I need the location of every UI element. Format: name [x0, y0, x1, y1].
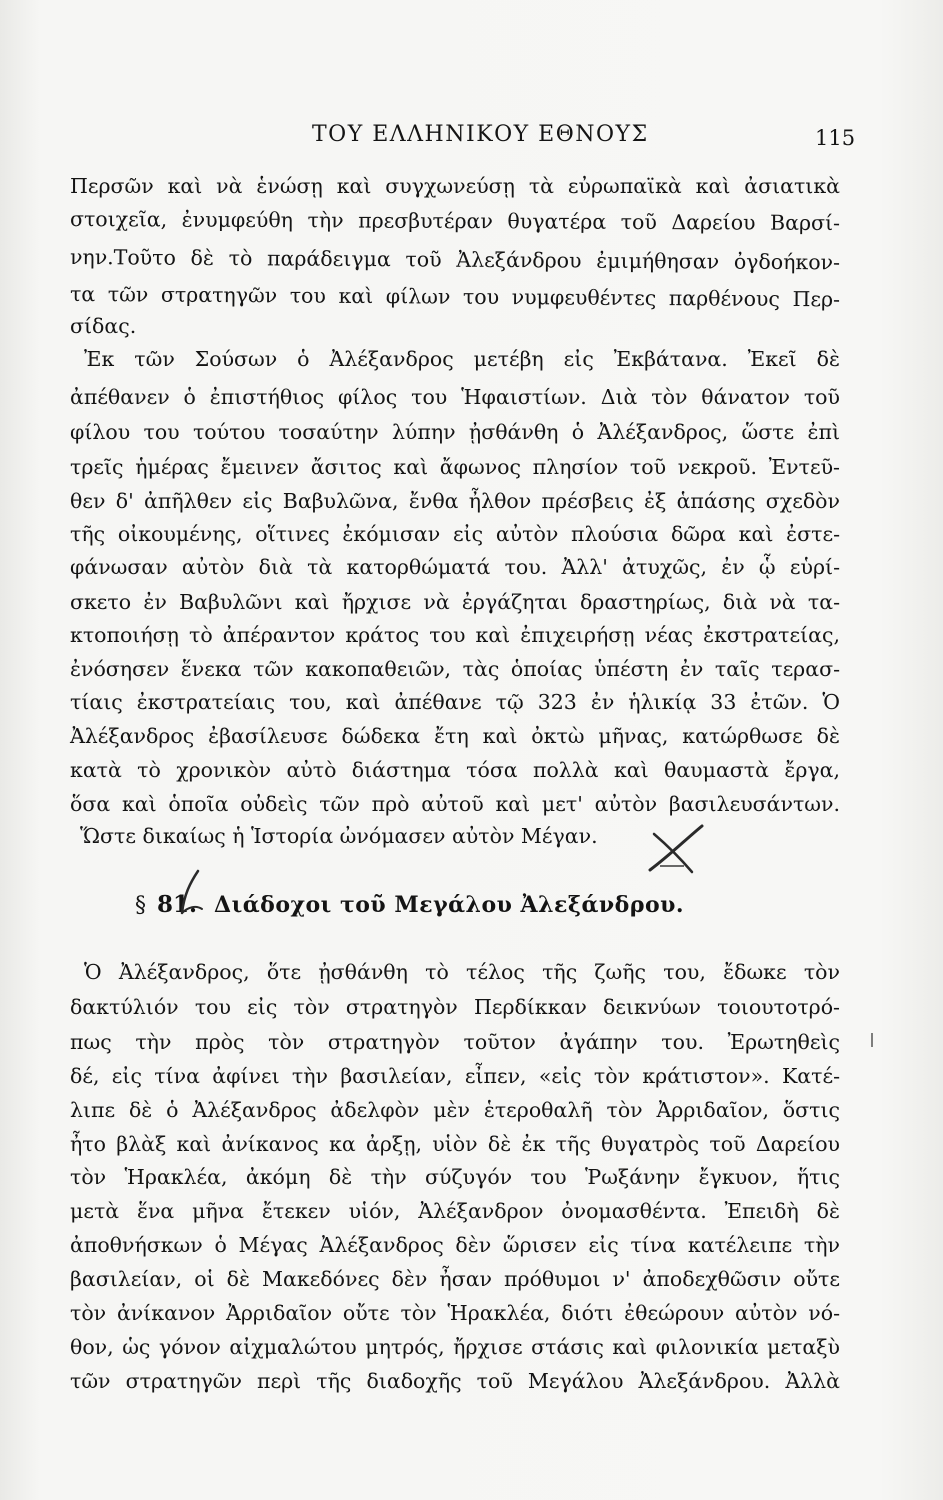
paragraph-line: λιπε δὲ ὁ Ἀλέξανδρος ἀδελφὸν μὲν ἑτεροθαλῆ τὸν Ἀρριδαῖον, ὅστις — [70, 1098, 840, 1122]
paragraph-line: τρεῖς ἡμέρας ἔμεινεν ἄσιτος καὶ ἄφωνος πλησίον τοῦ νεκροῦ. Ἐντεῦ- — [70, 455, 840, 479]
paragraph-line: ἀπέθανεν ὁ ἐπιστήθιος φίλος του Ἡφαιστίων. Διὰ τὸν θάνατον τοῦ — [70, 385, 840, 409]
paragraph-line: τὸν ἀνίκανον Ἀρριδαῖον οὔτε τὸν Ἡρακλέα, διότι ἐθεώρουν αὐτὸν νό- — [70, 1301, 840, 1325]
running-title: ΤΟΥ ΕΛΛΗΝΙΚΟΥ ΕΘΝΟΥΣ — [312, 122, 649, 147]
paragraph-line: τῆς οἰκουμένης, οἵτινες ἐκόμισαν εἰς αὐτὸν πλούσια δῶρα καὶ ἐστε- — [70, 522, 840, 546]
paragraph-line: Ὁ Ἀλέξανδρος, ὅτε ᾐσθάνθη τὸ τέλος τῆς ζωῆς του, ἔδωκε τὸν — [84, 960, 840, 984]
paragraph-line: τὸν Ἡρακλέα, ἀκόμη δὲ τὴν σύζυγόν του Ῥωξάνην ἔγκυον, ἥτις — [70, 1165, 840, 1189]
paragraph-line: Ἀλέξανδρος ἐβασίλευσε δώδεκα ἔτη καὶ ὀκτὼ μῆνας, κατώρθωσε δὲ — [70, 724, 840, 748]
paragraph-line: φάνωσαν αὐτὸν διὰ τὰ κατορθώματά του. Ἀλλ' ἀτυχῶς, ἐν ᾧ εὑρί- — [70, 555, 840, 579]
paragraph-line: στοιχεῖα, ἐνυμφεύθη τὴν πρεσβυτέραν θυγατέρα τοῦ Δαρείου Βαρσί- — [69, 207, 841, 236]
paragraph-line: Ὥστε δικαίως ἡ Ἱστορία ὠνόμασεν αὐτὸν Μέγαν. — [80, 824, 598, 848]
paragraph-line: θον, ὡς γόνον αἰχμαλώτου μητρός, ἤρχισε στάσις καὶ φιλονικία μεταξὺ — [70, 1335, 840, 1359]
paragraph-line: ὅσα καὶ ὁποῖα οὐδεὶς τῶν πρὸ αὐτοῦ καὶ μετ' αὐτὸν βασιλευσάντων. — [70, 792, 840, 816]
section-sign: § — [135, 893, 146, 918]
paragraph-line: θεν δ' ἀπῆλθεν εἰς Βαβυλῶνα, ἔνθα ἦλθον πρέσβεις ἐξ ἁπάσης σχεδὸν — [70, 489, 840, 513]
pencil-annotation-mark — [168, 865, 218, 925]
paragraph-line: ἀποθνήσκων ὁ Μέγας Ἀλέξανδρος δὲν ὥρισεν εἰς τίνα κατέλειπε τὴν — [70, 1233, 840, 1257]
page-number: 115 — [815, 126, 856, 150]
page-header — [0, 122, 943, 152]
paragraph-line: ἦτο βλὰξ καὶ ἀνίκανος κα ἀρξῃ, υἱὸν δὲ ἐκ τῆς θυγατρὸς τοῦ Δαρείου — [70, 1132, 840, 1156]
pencil-cross-mark — [640, 820, 710, 880]
paragraph-line: φίλου του τούτου τοσαύτην λύπην ᾐσθάνθη ὁ Ἀλέξανδρος, ὥστε ἐπὶ — [70, 420, 840, 444]
section-heading — [135, 890, 775, 921]
paragraph-line: ἐνόσησεν ἕνεκα τῶν κακοπαθειῶν, τὰς ὁποίας ὑπέστη ἐν ταῖς τερασ- — [70, 657, 840, 681]
paragraph-line: δέ, εἰς τίνα ἀφίνει τὴν βασιλείαν, εἶπεν, «εἰς τὸν κράτιστον». Κατέ- — [70, 1064, 840, 1088]
margin-mark — [870, 1032, 874, 1048]
paragraph-line: τίαις ἐκστρατείαις του, καὶ ἀπέθανε τῷ 323 ἐν ἡλικίᾳ 33 ἐτῶν. Ὁ — [70, 690, 840, 714]
paragraph-line: κτοποιήσῃ τὸ ἀπέραντον κράτος του καὶ ἐπιχειρήσῃ νέας ἐκστρατείας, — [70, 623, 840, 647]
paragraph-line: νην.Τοῦτο δὲ τὸ παράδειγμα τοῦ Ἀλεξάνδρου ἐμιμήθησαν ὀγδοήκον- — [69, 245, 841, 275]
paragraph-line: Ἐκ τῶν Σούσων ὁ Ἀλέξανδρος μετέβη εἰς Ἐκβάτανα. Ἐκεῖ δὲ — [84, 347, 840, 371]
paragraph-line: βασιλείαν, οἱ δὲ Μακεδόνες δὲν ἦσαν πρόθυμοι ν' ἀποδεχθῶσιν οὔτε — [70, 1267, 840, 1291]
section-title: Διάδοχοι τοῦ Μεγάλου Ἀλεξάνδρου. — [214, 892, 685, 918]
paragraph-line: σκετο ἐν Βαβυλῶνι καὶ ἤρχισε νὰ ἐργάζηται δραστηρίως, διὰ νὰ τα- — [70, 590, 840, 614]
paragraph-line: Περσῶν καὶ νὰ ἑνώσῃ καὶ συγχωνεύσῃ τὰ εὐρωπαϊκὰ καὶ ἀσιατικὰ — [70, 174, 840, 198]
paragraph-line: μετὰ ἕνα μῆνα ἔτεκεν υἱόν, Ἀλέξανδρον ὀνομασθέντα. Ἐπειδὴ δὲ — [70, 1199, 840, 1223]
paragraph-line: σίδας. — [70, 314, 137, 338]
paragraph-line: κατὰ τὸ χρονικὸν αὐτὸ διάστημα τόσα πολλὰ καὶ θαυμαστὰ ἔργα, — [70, 758, 840, 782]
paragraph-line: τα τῶν στρατηγῶν του καὶ φίλων του νυμφευθέντες παρθένους Περ- — [69, 282, 841, 312]
paragraph-line: δακτύλιόν του εἰς τὸν στρατηγὸν Περδίκκαν δεικνύων τοιουτοτρό- — [70, 995, 840, 1019]
section-number: 81. — [157, 891, 198, 918]
paragraph-line: τῶν στρατηγῶν περὶ τῆς διαδοχῆς τοῦ Μεγάλου Ἀλεξάνδρου. Ἀλλὰ — [70, 1369, 840, 1393]
paragraph-line: πως τὴν πρὸς τὸν στρατηγὸν τοῦτον ἀγάπην του. Ἐρωτηθεὶς — [70, 1030, 840, 1054]
